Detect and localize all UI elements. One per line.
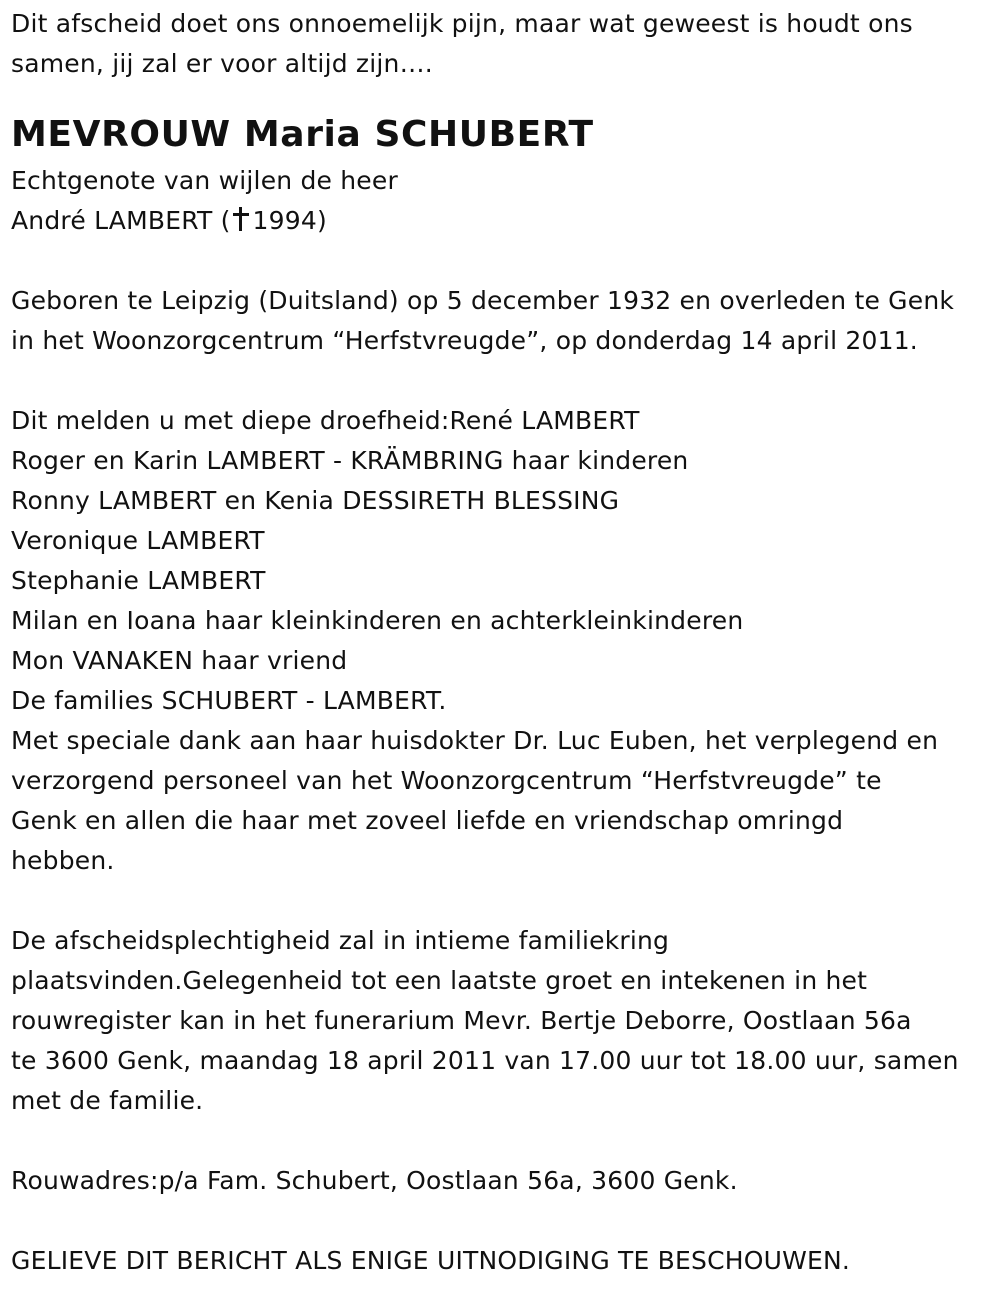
spouse-name: André LAMBERT ( <box>11 206 231 235</box>
mourner-line: Mon VANAKEN haar vriend <box>11 646 348 675</box>
obituary-notice <box>11 0 996 1281</box>
ceremony-line: plaatsvinden.Gelegenheid tot een laatste groet en intekenen in het <box>11 966 868 995</box>
mourning-address: Rouwadres:p/a Fam. Schubert, Oostlaan 56a, 3600 Genk. <box>11 1166 738 1195</box>
ceremony-line: De afscheidsplechtigheid zal in intieme familiekring <box>11 926 670 955</box>
mourners-list <box>11 401 996 881</box>
deceased-name: MEVROUW Maria SCHUBERT <box>11 114 594 155</box>
mourner-line: Stephanie LAMBERT <box>11 566 266 595</box>
spouse-line: Echtgenote van wijlen de heer <box>11 166 398 195</box>
mourner-line: De families SCHUBERT - LAMBERT. <box>11 686 447 715</box>
ceremony-line: rouwregister kan in het funerarium Mevr. Bertje Deborre, Oostlaan 56a <box>11 1006 912 1035</box>
spouse-death-year: 1994) <box>252 206 327 235</box>
mourner-line: Milan en Ioana haar kleinkinderen en achterkleinkinderen <box>11 606 744 635</box>
spouse-info <box>11 161 996 241</box>
ceremony-info <box>11 921 996 1121</box>
mourner-line: Roger en Karin LAMBERT - KRÄMBRING haar kinderen <box>11 446 689 475</box>
mourner-line: Veronique LAMBERT <box>11 526 265 555</box>
intro-line: Dit afscheid doet ons onnoemelijk pijn, maar wat geweest is houdt ons <box>11 9 913 38</box>
birth-line: in het Woonzorgcentrum “Herfstvreugde”, op donderdag 14 april 2011. <box>11 326 918 355</box>
intro-line: samen, jij zal er voor altijd zijn…. <box>11 49 433 78</box>
thanks-line: Met speciale dank aan haar huisdokter Dr. Luc Euben, het verplegend en <box>11 726 939 755</box>
spacer <box>11 1201 996 1241</box>
ceremony-line: te 3600 Genk, maandag 18 april 2011 van 17.00 uur tot 18.00 uur, samen <box>11 1046 959 1075</box>
spouse-name-line <box>11 201 996 241</box>
spacer <box>11 1121 996 1161</box>
thanks-line: hebben. <box>11 846 115 875</box>
birth-death-info <box>11 281 996 361</box>
ceremony-line: met de familie. <box>11 1086 204 1115</box>
thanks-line: Genk en allen die haar met zoveel liefde en vriendschap omringd <box>11 806 844 835</box>
spacer <box>11 881 996 921</box>
mourner-line: Dit melden u met diepe droefheid:René LAMBERT <box>11 406 640 435</box>
intro-verse <box>11 4 996 84</box>
closing-notice: GELIEVE DIT BERICHT ALS ENIGE UITNODIGING TE BESCHOUWEN. <box>11 1246 851 1275</box>
thanks-line: verzorgend personeel van het Woonzorgcentrum “Herfstvreugde” te <box>11 766 882 795</box>
spacer <box>11 361 996 401</box>
mourner-line: Ronny LAMBERT en Kenia DESSIRETH BLESSING <box>11 486 620 515</box>
birth-line: Geboren te Leipzig (Duitsland) op 5 december 1932 en overleden te Genk <box>11 286 955 315</box>
cross-icon <box>233 207 249 232</box>
spacer <box>11 241 996 281</box>
